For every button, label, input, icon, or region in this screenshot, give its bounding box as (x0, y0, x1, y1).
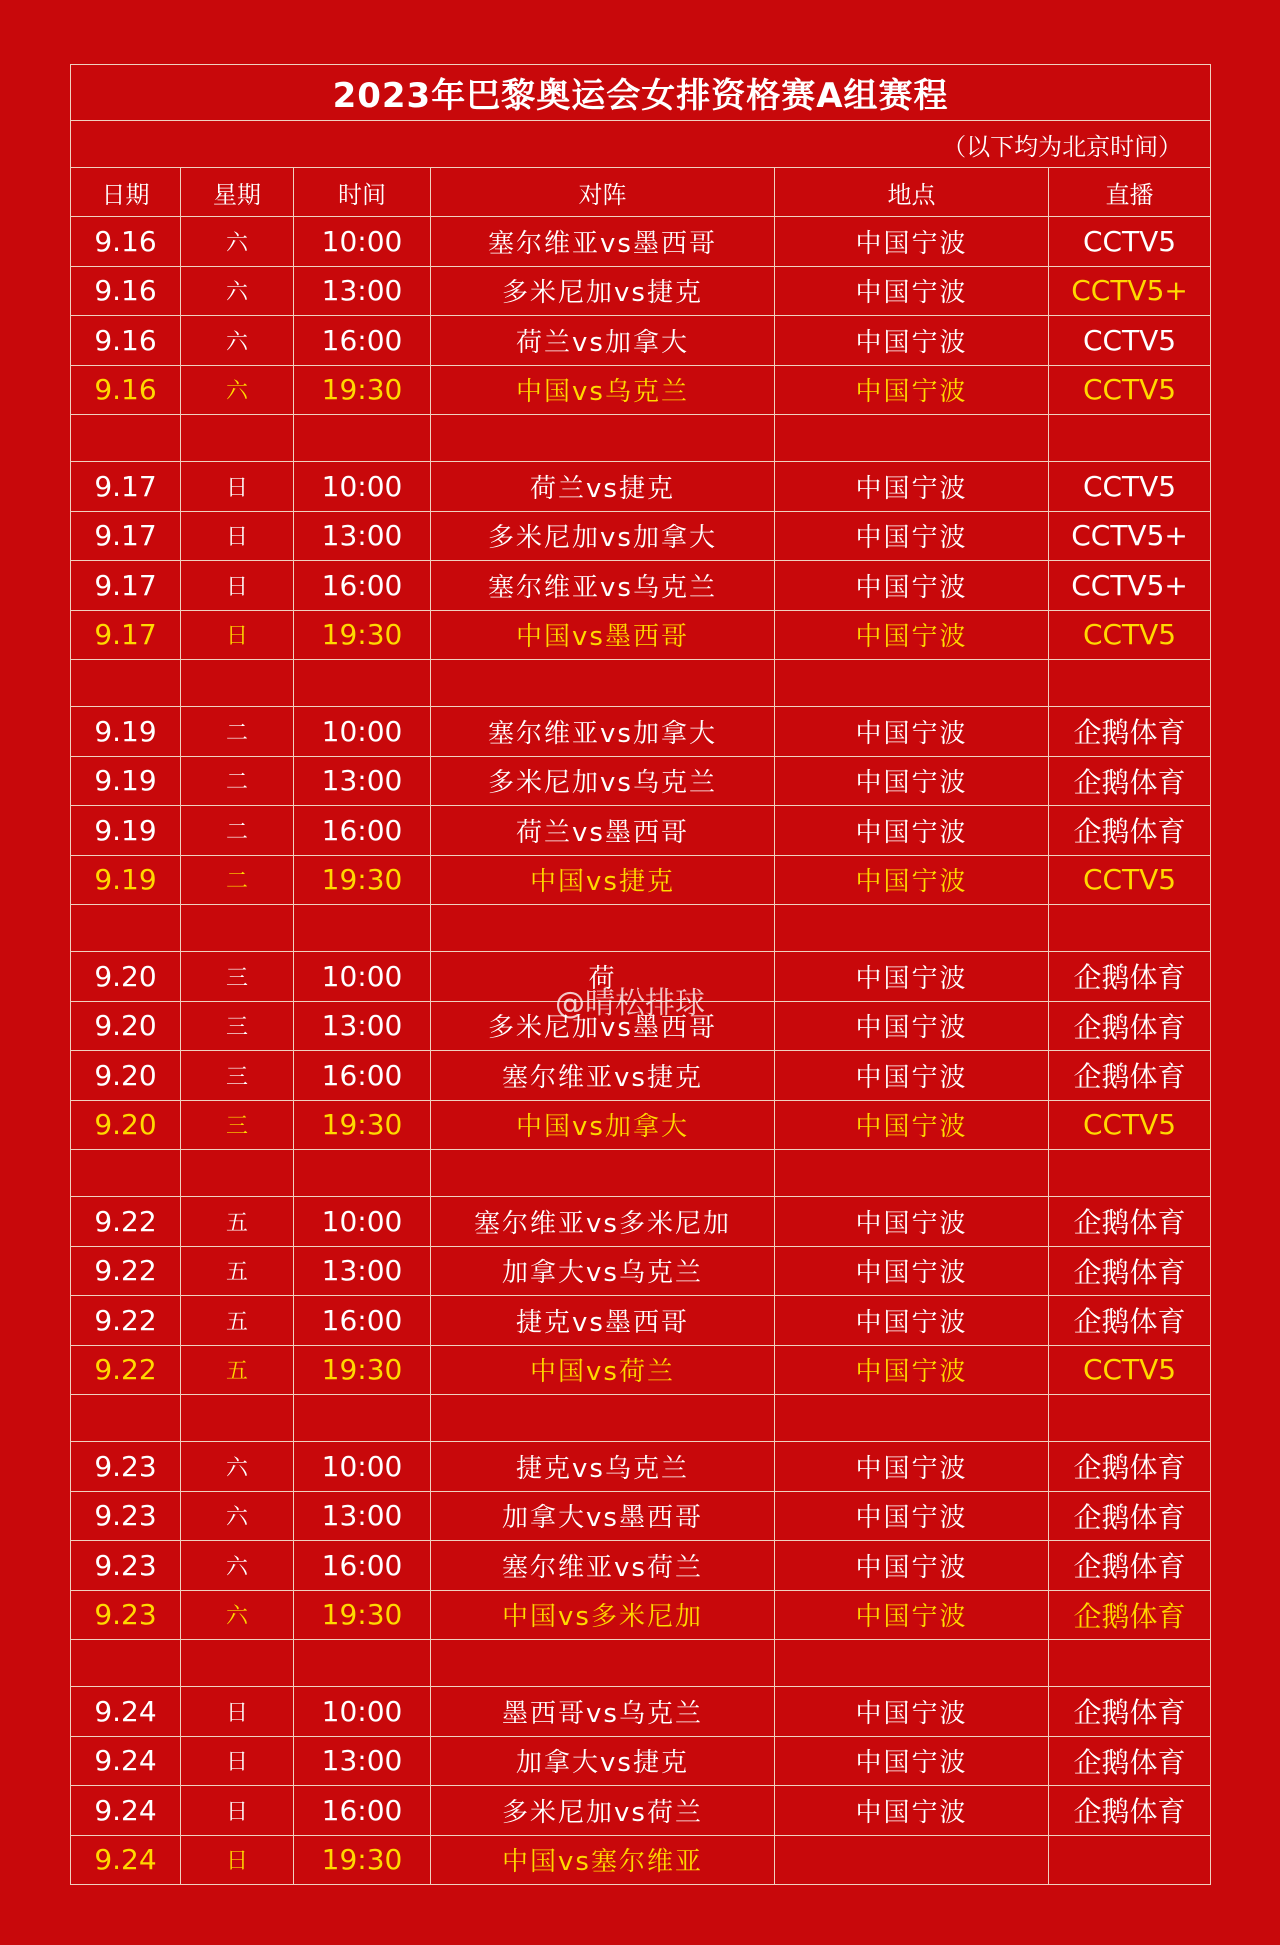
match-cell: 捷克vs墨西哥 (431, 1296, 775, 1346)
table-row (71, 266, 1211, 316)
empty-cell (1049, 415, 1211, 462)
venue-cell: 中国宁波 (775, 1687, 1049, 1737)
separator-row (71, 1640, 1211, 1687)
weekday-cell: 日 (181, 561, 294, 611)
table-row (71, 511, 1211, 561)
match-cell: 塞尔维亚vs乌克兰 (431, 561, 775, 611)
broadcast-cell: 企鹅体育 (1049, 1246, 1211, 1296)
date-cell: 9.20 (71, 1051, 181, 1101)
empty-cell (71, 1150, 181, 1197)
broadcast-cell: 企鹅体育 (1049, 1786, 1211, 1836)
date-cell: 9.17 (71, 561, 181, 611)
date-cell: 9.23 (71, 1491, 181, 1541)
venue-cell: 中国宁波 (775, 217, 1049, 267)
separator-row (71, 660, 1211, 707)
time-cell: 16:00 (294, 1296, 431, 1346)
match-cell: 中国vs多米尼加 (431, 1590, 775, 1640)
venue-cell: 中国宁波 (775, 1442, 1049, 1492)
weekday-cell: 日 (181, 610, 294, 660)
table-row (71, 561, 1211, 611)
match-cell: 塞尔维亚vs墨西哥 (431, 217, 775, 267)
match-cell: 多米尼加vs捷克 (431, 266, 775, 316)
match-cell: 中国vs荷兰 (431, 1345, 775, 1395)
weekday-cell: 六 (181, 1541, 294, 1591)
broadcast-cell: 企鹅体育 (1049, 1051, 1211, 1101)
time-cell: 16:00 (294, 806, 431, 856)
broadcast-cell: CCTV5 (1049, 610, 1211, 660)
watermark: @晴松排球 (555, 986, 705, 1021)
time-cell: 13:00 (294, 266, 431, 316)
venue-cell: 中国宁波 (775, 462, 1049, 512)
table-row-china-match (71, 365, 1211, 415)
empty-cell (775, 1395, 1049, 1442)
match-cell: 中国vs乌克兰 (431, 365, 775, 415)
broadcast-cell: CCTV5 (1049, 217, 1211, 267)
header-broadcast: 直播 (1049, 168, 1211, 217)
time-cell: 13:00 (294, 1491, 431, 1541)
match-cell: 墨西哥vs乌克兰 (431, 1687, 775, 1737)
time-cell: 16:00 (294, 316, 431, 366)
venue-cell: 中国宁波 (775, 316, 1049, 366)
broadcast-cell: 企鹅体育 (1049, 707, 1211, 757)
match-cell: 多米尼加vs加拿大 (431, 511, 775, 561)
venue-cell: 中国宁波 (775, 1736, 1049, 1786)
date-cell: 9.24 (71, 1835, 181, 1885)
time-cell: 13:00 (294, 511, 431, 561)
empty-cell (71, 415, 181, 462)
table-row (71, 1197, 1211, 1247)
empty-cell (181, 1395, 294, 1442)
match-cell: 塞尔维亚vs多米尼加 (431, 1197, 775, 1247)
match-cell: 中国vs捷克 (431, 855, 775, 905)
match-cell: 中国vs加拿大 (431, 1100, 775, 1150)
date-cell: 9.19 (71, 707, 181, 757)
venue-cell: 中国宁波 (775, 1786, 1049, 1836)
table-row (71, 1491, 1211, 1541)
venue-cell: 中国宁波 (775, 1345, 1049, 1395)
time-cell: 19:30 (294, 1100, 431, 1150)
broadcast-cell: CCTV5 (1049, 365, 1211, 415)
empty-cell (181, 1640, 294, 1687)
venue-cell: 中国宁波 (775, 1051, 1049, 1101)
venue-cell: 中国宁波 (775, 1100, 1049, 1150)
empty-cell (1049, 905, 1211, 952)
table-row (71, 1296, 1211, 1346)
venue-cell: 中国宁波 (775, 1590, 1049, 1640)
venue-cell: 中国宁波 (775, 855, 1049, 905)
weekday-cell: 五 (181, 1296, 294, 1346)
table-row (71, 1001, 1211, 1051)
match-cell: 加拿大vs墨西哥 (431, 1491, 775, 1541)
weekday-cell: 日 (181, 1687, 294, 1737)
empty-cell (1049, 1640, 1211, 1687)
match-cell: 塞尔维亚vs加拿大 (431, 707, 775, 757)
venue-cell: 中国宁波 (775, 1541, 1049, 1591)
weekday-cell: 六 (181, 1491, 294, 1541)
time-cell: 10:00 (294, 952, 431, 1002)
header-time: 时间 (294, 168, 431, 217)
time-cell: 10:00 (294, 1442, 431, 1492)
venue-cell: 中国宁波 (775, 1246, 1049, 1296)
table-row (71, 1736, 1211, 1786)
date-cell: 9.24 (71, 1786, 181, 1836)
date-cell: 9.17 (71, 511, 181, 561)
empty-cell (71, 1640, 181, 1687)
date-cell: 9.20 (71, 1001, 181, 1051)
empty-cell (294, 415, 431, 462)
venue-cell: 中国宁波 (775, 806, 1049, 856)
broadcast-cell: 企鹅体育 (1049, 1197, 1211, 1247)
separator-row (71, 1395, 1211, 1442)
weekday-cell: 五 (181, 1345, 294, 1395)
weekday-cell: 五 (181, 1197, 294, 1247)
table-row (71, 1051, 1211, 1101)
date-cell: 9.20 (71, 1100, 181, 1150)
broadcast-cell: 企鹅体育 (1049, 1491, 1211, 1541)
date-cell: 9.23 (71, 1541, 181, 1591)
empty-cell (1049, 1395, 1211, 1442)
header-venue: 地点 (775, 168, 1049, 217)
table-row (71, 1786, 1211, 1836)
venue-cell: 中国宁波 (775, 1491, 1049, 1541)
venue-cell: 中国宁波 (775, 1197, 1049, 1247)
empty-cell (775, 415, 1049, 462)
table-row-china-match (71, 1835, 1211, 1885)
time-cell: 16:00 (294, 561, 431, 611)
time-cell: 16:00 (294, 1051, 431, 1101)
date-cell: 9.17 (71, 462, 181, 512)
time-cell: 10:00 (294, 707, 431, 757)
empty-cell (71, 660, 181, 707)
schedule-table (70, 64, 1211, 1885)
empty-cell (431, 1395, 775, 1442)
separator-row (71, 905, 1211, 952)
table-row (71, 1687, 1211, 1737)
time-cell: 16:00 (294, 1786, 431, 1836)
date-cell: 9.24 (71, 1736, 181, 1786)
weekday-cell: 日 (181, 462, 294, 512)
date-cell: 9.19 (71, 806, 181, 856)
broadcast-cell: 企鹅体育 (1049, 806, 1211, 856)
empty-cell (71, 905, 181, 952)
broadcast-cell: 企鹅体育 (1049, 1736, 1211, 1786)
weekday-cell: 三 (181, 1051, 294, 1101)
broadcast-cell (1049, 1835, 1211, 1885)
weekday-cell: 日 (181, 1786, 294, 1836)
broadcast-cell: 企鹅体育 (1049, 1001, 1211, 1051)
schedule-frame (70, 64, 1210, 1885)
broadcast-cell: CCTV5 (1049, 316, 1211, 366)
table-row (71, 1541, 1211, 1591)
empty-cell (181, 415, 294, 462)
date-cell: 9.20 (71, 952, 181, 1002)
table-row (71, 952, 1211, 1002)
venue-cell: 中国宁波 (775, 952, 1049, 1002)
weekday-cell: 六 (181, 1442, 294, 1492)
venue-cell: 中国宁波 (775, 756, 1049, 806)
match-cell: 捷克vs乌克兰 (431, 1442, 775, 1492)
venue-cell: 中国宁波 (775, 511, 1049, 561)
timezone-note: （以下均为北京时间） (71, 121, 1211, 168)
weekday-cell: 二 (181, 806, 294, 856)
table-row (71, 462, 1211, 512)
table-row-china-match (71, 610, 1211, 660)
empty-cell (294, 1395, 431, 1442)
date-cell: 9.19 (71, 756, 181, 806)
broadcast-cell: CCTV5+ (1049, 561, 1211, 611)
date-cell: 9.19 (71, 855, 181, 905)
venue-cell: 中国宁波 (775, 610, 1049, 660)
venue-cell (775, 1835, 1049, 1885)
match-cell: 多米尼加vs荷兰 (431, 1786, 775, 1836)
time-cell: 13:00 (294, 756, 431, 806)
time-cell: 13:00 (294, 1001, 431, 1051)
time-cell: 16:00 (294, 1541, 431, 1591)
weekday-cell: 二 (181, 707, 294, 757)
weekday-cell: 六 (181, 1590, 294, 1640)
separator-row (71, 415, 1211, 462)
broadcast-cell: 企鹅体育 (1049, 952, 1211, 1002)
time-cell: 19:30 (294, 610, 431, 660)
venue-cell: 中国宁波 (775, 1296, 1049, 1346)
empty-cell (431, 1150, 775, 1197)
header-match: 对阵 (431, 168, 775, 217)
match-cell: 荷 (431, 952, 775, 1002)
empty-cell (181, 905, 294, 952)
date-cell: 9.16 (71, 365, 181, 415)
broadcast-cell: 企鹅体育 (1049, 756, 1211, 806)
match-cell: 荷兰vs加拿大 (431, 316, 775, 366)
empty-cell (294, 660, 431, 707)
broadcast-cell: 企鹅体育 (1049, 1590, 1211, 1640)
page-title: 2023年巴黎奥运会女排资格赛A组赛程 (71, 65, 1211, 121)
broadcast-cell: 企鹅体育 (1049, 1541, 1211, 1591)
empty-cell (431, 905, 775, 952)
table-row-china-match (71, 1590, 1211, 1640)
weekday-cell: 六 (181, 365, 294, 415)
match-cell: 塞尔维亚vs捷克 (431, 1051, 775, 1101)
venue-cell: 中国宁波 (775, 266, 1049, 316)
table-row-china-match (71, 855, 1211, 905)
weekday-cell: 六 (181, 217, 294, 267)
time-cell: 19:30 (294, 1345, 431, 1395)
empty-cell (775, 905, 1049, 952)
time-cell: 10:00 (294, 1687, 431, 1737)
time-cell: 19:30 (294, 1590, 431, 1640)
table-row (71, 217, 1211, 267)
header-weekday: 星期 (181, 168, 294, 217)
header-row (71, 168, 1211, 217)
empty-cell (294, 905, 431, 952)
table-row-china-match (71, 1345, 1211, 1395)
empty-cell (294, 1640, 431, 1687)
table-row (71, 707, 1211, 757)
header-date: 日期 (71, 168, 181, 217)
weekday-cell: 三 (181, 1001, 294, 1051)
date-cell: 9.16 (71, 266, 181, 316)
table-row-china-match (71, 1100, 1211, 1150)
weekday-cell: 日 (181, 1835, 294, 1885)
empty-cell (431, 415, 775, 462)
date-cell: 9.23 (71, 1590, 181, 1640)
weekday-cell: 六 (181, 266, 294, 316)
venue-cell: 中国宁波 (775, 561, 1049, 611)
weekday-cell: 日 (181, 1736, 294, 1786)
empty-cell (775, 1150, 1049, 1197)
date-cell: 9.24 (71, 1687, 181, 1737)
time-cell: 19:30 (294, 1835, 431, 1885)
empty-cell (1049, 1150, 1211, 1197)
match-cell: 加拿大vs捷克 (431, 1736, 775, 1786)
date-cell: 9.23 (71, 1442, 181, 1492)
empty-cell (294, 1150, 431, 1197)
match-cell: 多米尼加vs乌克兰 (431, 756, 775, 806)
venue-cell: 中国宁波 (775, 707, 1049, 757)
match-cell: 荷兰vs捷克 (431, 462, 775, 512)
weekday-cell: 三 (181, 952, 294, 1002)
empty-cell (1049, 660, 1211, 707)
weekday-cell: 二 (181, 756, 294, 806)
empty-cell (431, 1640, 775, 1687)
broadcast-cell: CCTV5 (1049, 1345, 1211, 1395)
empty-cell (71, 1395, 181, 1442)
broadcast-cell: CCTV5 (1049, 462, 1211, 512)
date-cell: 9.22 (71, 1296, 181, 1346)
empty-cell (775, 1640, 1049, 1687)
time-cell: 13:00 (294, 1736, 431, 1786)
broadcast-cell: 企鹅体育 (1049, 1687, 1211, 1737)
match-cell: 加拿大vs乌克兰 (431, 1246, 775, 1296)
date-cell: 9.16 (71, 316, 181, 366)
empty-cell (181, 660, 294, 707)
date-cell: 9.17 (71, 610, 181, 660)
time-cell: 10:00 (294, 217, 431, 267)
weekday-cell: 三 (181, 1100, 294, 1150)
date-cell: 9.22 (71, 1246, 181, 1296)
time-cell: 19:30 (294, 855, 431, 905)
table-row (71, 1246, 1211, 1296)
time-cell: 13:00 (294, 1246, 431, 1296)
broadcast-cell: CCTV5+ (1049, 511, 1211, 561)
match-cell: 中国vs墨西哥 (431, 610, 775, 660)
broadcast-cell: CCTV5 (1049, 855, 1211, 905)
match-cell: 多米尼加vs墨西哥 (431, 1001, 775, 1051)
venue-cell: 中国宁波 (775, 1001, 1049, 1051)
venue-cell: 中国宁波 (775, 365, 1049, 415)
weekday-cell: 六 (181, 316, 294, 366)
empty-cell (431, 660, 775, 707)
separator-row (71, 1150, 1211, 1197)
time-cell: 10:00 (294, 462, 431, 512)
date-cell: 9.22 (71, 1197, 181, 1247)
weekday-cell: 日 (181, 511, 294, 561)
broadcast-cell: CCTV5 (1049, 1100, 1211, 1150)
broadcast-cell: 企鹅体育 (1049, 1296, 1211, 1346)
empty-cell (181, 1150, 294, 1197)
match-cell: 中国vs塞尔维亚 (431, 1835, 775, 1885)
time-cell: 10:00 (294, 1197, 431, 1247)
broadcast-cell: 企鹅体育 (1049, 1442, 1211, 1492)
match-cell: 荷兰vs墨西哥 (431, 806, 775, 856)
broadcast-cell: CCTV5+ (1049, 266, 1211, 316)
date-cell: 9.22 (71, 1345, 181, 1395)
table-row (71, 756, 1211, 806)
date-cell: 9.16 (71, 217, 181, 267)
table-row (71, 1442, 1211, 1492)
match-cell: 塞尔维亚vs荷兰 (431, 1541, 775, 1591)
table-row (71, 806, 1211, 856)
weekday-cell: 二 (181, 855, 294, 905)
table-row (71, 316, 1211, 366)
empty-cell (775, 660, 1049, 707)
weekday-cell: 五 (181, 1246, 294, 1296)
time-cell: 19:30 (294, 365, 431, 415)
